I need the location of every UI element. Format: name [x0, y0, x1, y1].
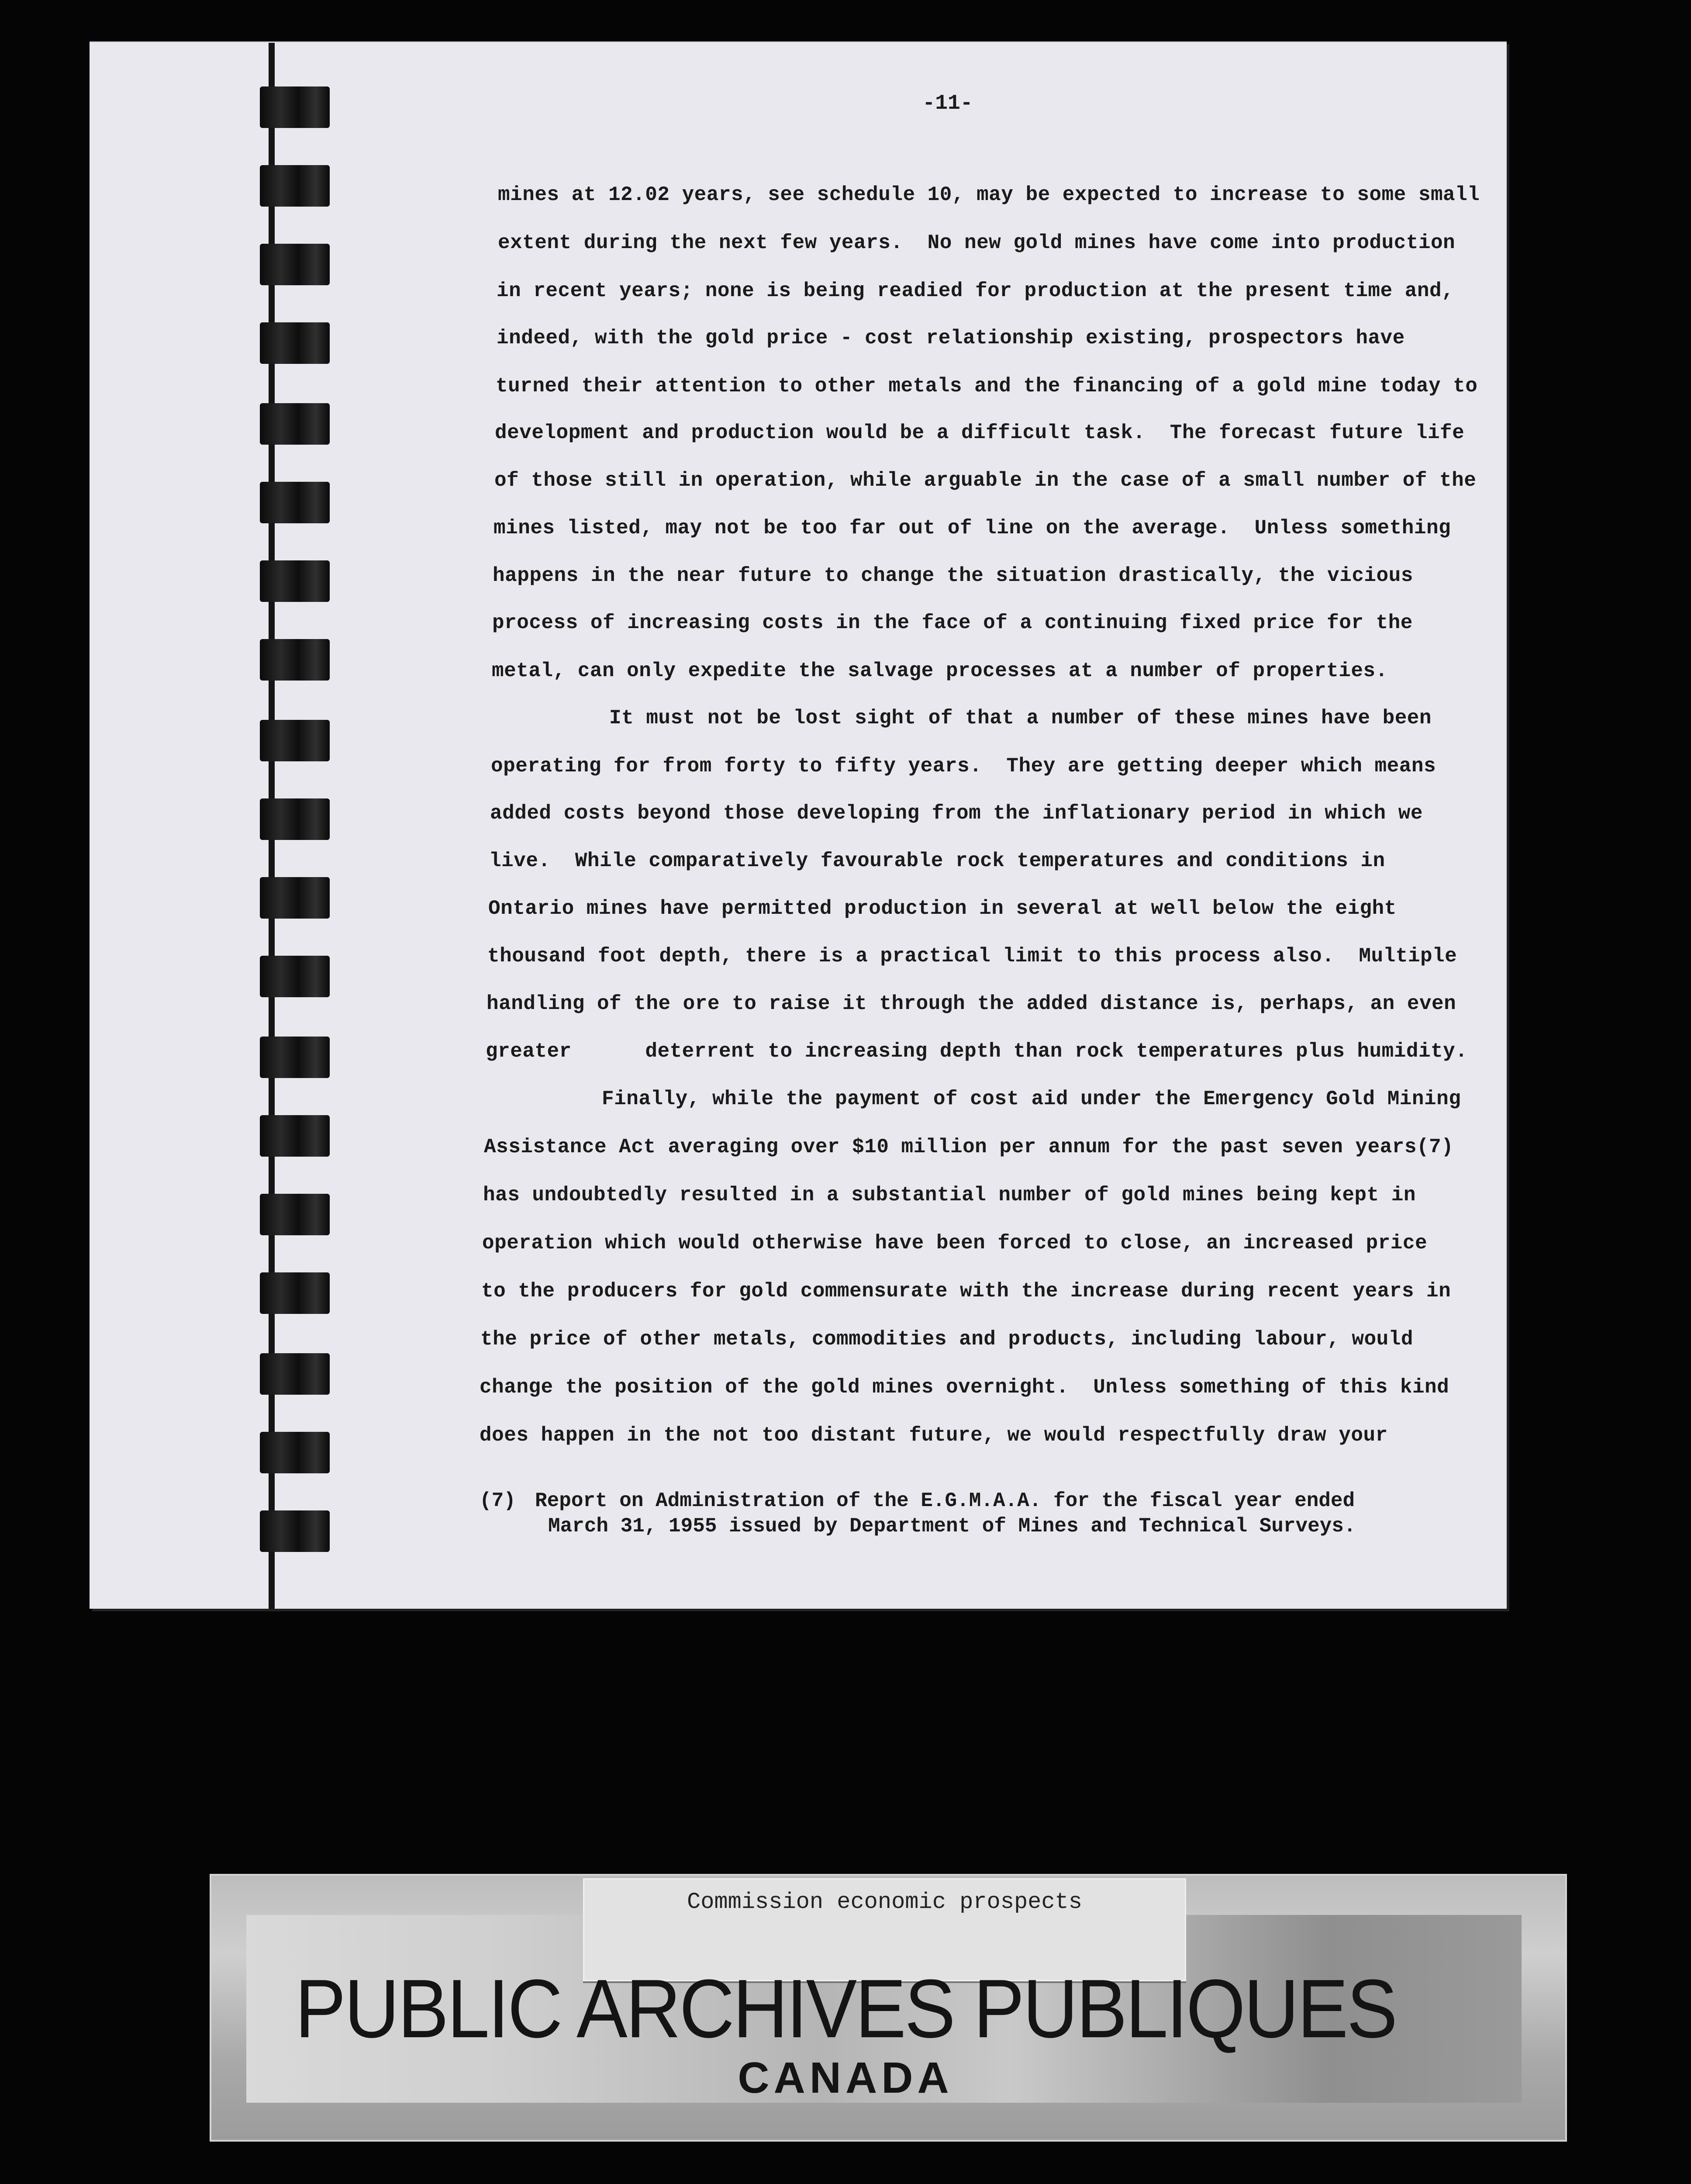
text-line: happens in the near future to change the situation drastically, the vicious: [493, 564, 1413, 587]
footnote-line: March 31, 1955 issued by Department of Mines and Technical Surveys.: [548, 1515, 1356, 1538]
binding-ring: [260, 956, 330, 997]
binding-ring: [260, 482, 330, 523]
binding-ring: [260, 639, 330, 681]
text-line: of those still in operation, while arguable in the case of a small number of the: [494, 469, 1477, 492]
text-line: has undoubtedly resulted in a substantial number of gold mines being kept in: [483, 1184, 1416, 1206]
text-line: operation which would otherwise have been forced to close, an increased price: [482, 1232, 1428, 1254]
text-line: greater deterrent to increasing depth than rock temperatures plus humidity.: [486, 1040, 1468, 1063]
binding-ring: [260, 798, 330, 840]
binding-ring: [260, 1115, 330, 1157]
footnote-line: Report on Administration of the E.G.M.A.A. for the fiscal year ended: [535, 1489, 1355, 1512]
archive-stamp-country: CANADA: [738, 2053, 953, 2102]
binding-ring: [260, 322, 330, 364]
text-line: live. While comparatively favourable rock temperatures and conditions in: [489, 850, 1385, 872]
text-line: operating for from forty to fifty years. They are getting deeper which means: [491, 755, 1436, 778]
binding-ring: [260, 86, 330, 128]
binding-ring: [260, 244, 330, 285]
text-line: added costs beyond those developing from the inflationary period in which we: [490, 802, 1423, 825]
text-line: process of increasing costs in the face of a continuing fixed price for the: [492, 612, 1413, 634]
text-line: metal, can only expedite the salvage processes at a number of properties.: [492, 660, 1388, 682]
text-line: in recent years; none is being readied for production at the present time and,: [497, 280, 1454, 302]
archive-stamp-title: PUBLIC ARCHIVES PUBLIQUES: [295, 1963, 1396, 2055]
binding-ring: [260, 720, 330, 761]
text-line: mines listed, may not be too far out of line on the average. Unless something: [493, 517, 1451, 539]
text-line: development and production would be a difficult task. The forecast future life: [495, 422, 1465, 444]
binding-ring: [260, 1037, 330, 1078]
caption-text: Commission economic prospects: [687, 1889, 1082, 1915]
text-line: extent during the next few years. No new gold mines have come into production: [498, 232, 1456, 254]
binding-ring: [260, 1272, 330, 1314]
text-line: Assistance Act averaging over $10 million per annum for the past seven years(7): [484, 1136, 1454, 1158]
text-line: change the position of the gold mines overnight. Unless something of this kind: [480, 1376, 1449, 1399]
text-line: indeed, with the gold price - cost relationship existing, prospectors have: [497, 327, 1405, 349]
binding-ring: [260, 1432, 330, 1473]
text-line: mines at 12.02 years, see schedule 10, may be expected to increase to some small: [498, 183, 1480, 206]
document-page: [90, 41, 1507, 1609]
text-line: It must not be lost sight of that a number of these mines have been: [609, 707, 1432, 729]
binding-ring: [260, 1353, 330, 1395]
binding-ring: [260, 1510, 330, 1552]
binding-ring: [260, 1194, 330, 1235]
text-line: the price of other metals, commodities and products, including labour, would: [480, 1328, 1413, 1351]
text-line: turned their attention to other metals and the financing of a gold mine today to: [496, 375, 1478, 397]
binding-ring: [260, 403, 330, 445]
binding-ring: [260, 560, 330, 602]
binding-ring: [260, 165, 330, 207]
text-line: to the producers for gold commensurate with the increase during recent years in: [481, 1280, 1451, 1303]
text-line: Ontario mines have permitted production in several at well below the eight: [488, 897, 1397, 920]
text-line: thousand foot depth, there is a practical limit to this process also. Multiple: [487, 945, 1457, 968]
text-line: Finally, while the payment of cost aid under the Emergency Gold Mining: [602, 1088, 1461, 1110]
text-line: does happen in the not too distant future, we would respectfully draw your: [480, 1424, 1388, 1447]
footnote-marker: (7): [480, 1489, 516, 1512]
page-number: -11-: [922, 92, 973, 115]
text-line: handling of the ore to raise it through the added distance is, perhaps, an even: [487, 992, 1456, 1015]
binding-ring: [260, 877, 330, 919]
